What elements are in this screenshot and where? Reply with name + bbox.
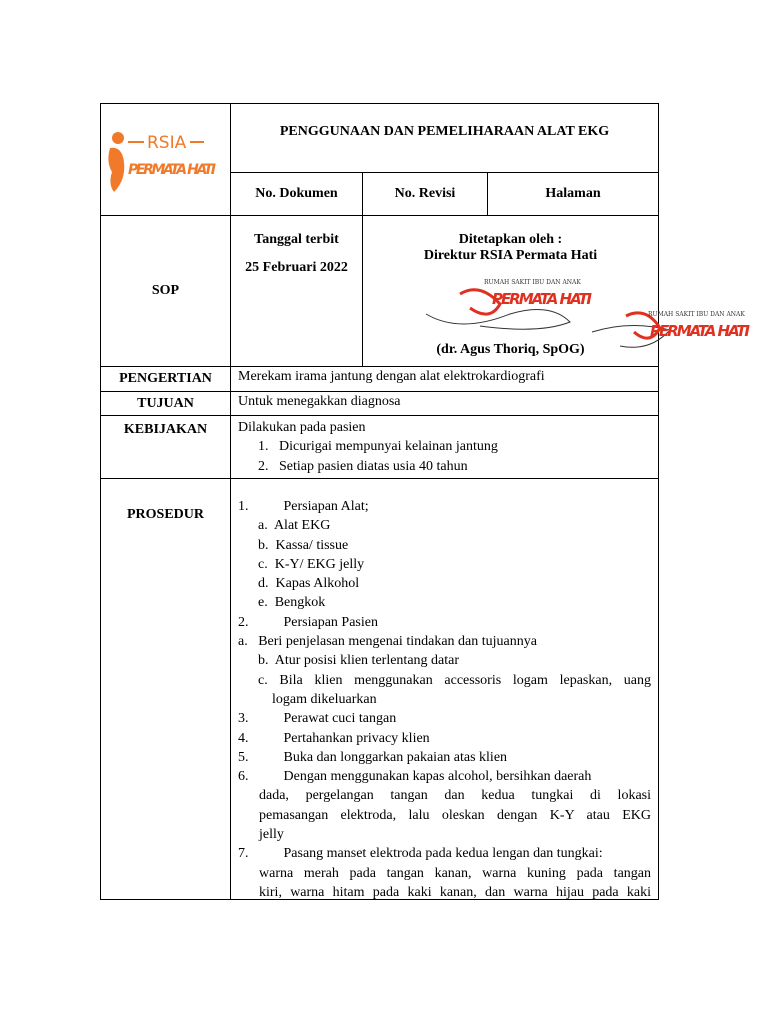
prosedur-step: 5. Buka dan longgarkan pakaian atas klien (238, 749, 508, 765)
no-dokumen-header: No. Dokumen (231, 173, 363, 216)
stamp-name-text: PERMATA HATI (492, 290, 592, 308)
document-title: PENGGUNAAN DAN PEMELIHARAAN ALAT EKG (231, 104, 659, 173)
prosedur-substep: d. Kapas Alkohol (258, 576, 360, 592)
pengertian-label: PENGERTIAN (101, 367, 231, 392)
prosedur-substep: b. Atur posisi klien terlentang datar (258, 653, 460, 669)
prosedur-step: 2. Persiapan Pasien (238, 614, 378, 630)
prosedur-step: 6. Dengan menggunakan kapas alcohol, bersihkan daerah (238, 769, 592, 785)
prosedur-content (231, 479, 659, 900)
prosedur-substep: a. Beri penjelasan mengenai tindakan dan tujuannya (238, 634, 537, 650)
signer-name: (dr. Agus Thoriq, SpOG) (436, 342, 585, 357)
tanggal-terbit-cell (231, 216, 363, 367)
prosedur-substep-cont: logam dikeluarkan (272, 691, 377, 707)
logo-top-text: RSIA (147, 133, 187, 153)
prosedur-substep: a. Alat EKG (258, 518, 331, 534)
kebijakan-content (231, 416, 659, 479)
kebijakan-item: 2. Setiap pasien diatas usia 40 tahun (258, 458, 468, 474)
prosedur-step-cont: dada, pergelangan tangan dan kedua tungkai di lokasi (259, 788, 651, 804)
no-revisi-header: No. Revisi (363, 173, 488, 216)
logo-cell (101, 104, 231, 216)
stamp-small-text: RUMAH SAKIT IBU DAN ANAK (484, 279, 581, 286)
kebijakan-label: KEBIJAKAN (101, 416, 231, 479)
prosedur-step: 7. Pasang manset elektroda pada kedua lengan dan tungkai: (238, 846, 603, 862)
stamp-small-text: RUMAH SAKIT IBU DAN ANAK (648, 311, 745, 318)
prosedur-substep: e. Bengkok (258, 595, 326, 611)
pengertian-text: Merekam irama jantung dengan alat elektrokardiografi (231, 367, 659, 392)
prosedur-step: 3. Perawat cuci tangan (238, 711, 397, 727)
prosedur-step-cont: warna merah pada tangan kanan, warna kuning pada tangan (259, 865, 651, 881)
prosedur-step-cont: jelly (259, 827, 284, 843)
tanggal-label: Tanggal terbit (254, 232, 339, 247)
prosedur-substep: c. K-Y/ EKG jelly (258, 556, 365, 572)
logo-bottom-text: PERMATA HATI (128, 162, 216, 178)
prosedur-substep: b. Kassa/ tissue (258, 537, 349, 553)
kebijakan-item: 1. Dicurigai mempunyai kelainan jantung (258, 439, 498, 455)
prosedur-step-cont: pemasangan elektroda, lalu oleskan dengan K-Y atau EKG (259, 807, 651, 823)
tanggal-value: 25 Februari 2022 (245, 260, 348, 275)
sop-label: SOP (101, 216, 231, 367)
prosedur-label: PROSEDUR (101, 479, 231, 900)
stamp-signature (590, 302, 764, 364)
tujuan-text: Untuk menegakkan diagnosa (231, 392, 659, 416)
kebijakan-intro: Dilakukan pada pasien (238, 420, 366, 435)
halaman-header: Halaman (488, 173, 659, 216)
prosedur-step: 4. Pertahankan privacy klien (238, 730, 430, 746)
tujuan-label: TUJUAN (101, 392, 231, 416)
stamp-name-text: PERMATA HATI (650, 322, 750, 340)
stamp-signature (420, 274, 610, 336)
sop-table (100, 103, 659, 900)
prosedur-step-cont: kiri, warna hitam pada kaki kanan, dan warna hijau pada kaki (259, 884, 651, 900)
ditetapkan-line-1: Ditetapkan oleh : (458, 232, 563, 247)
prosedur-substep: c. Bila klien menggunakan accessoris logam lepaskan, uang (258, 672, 651, 688)
ditetapkan-line-2: Direktur RSIA Permata Hati (423, 248, 598, 263)
prosedur-step: 1. Persiapan Alat; (238, 499, 369, 514)
